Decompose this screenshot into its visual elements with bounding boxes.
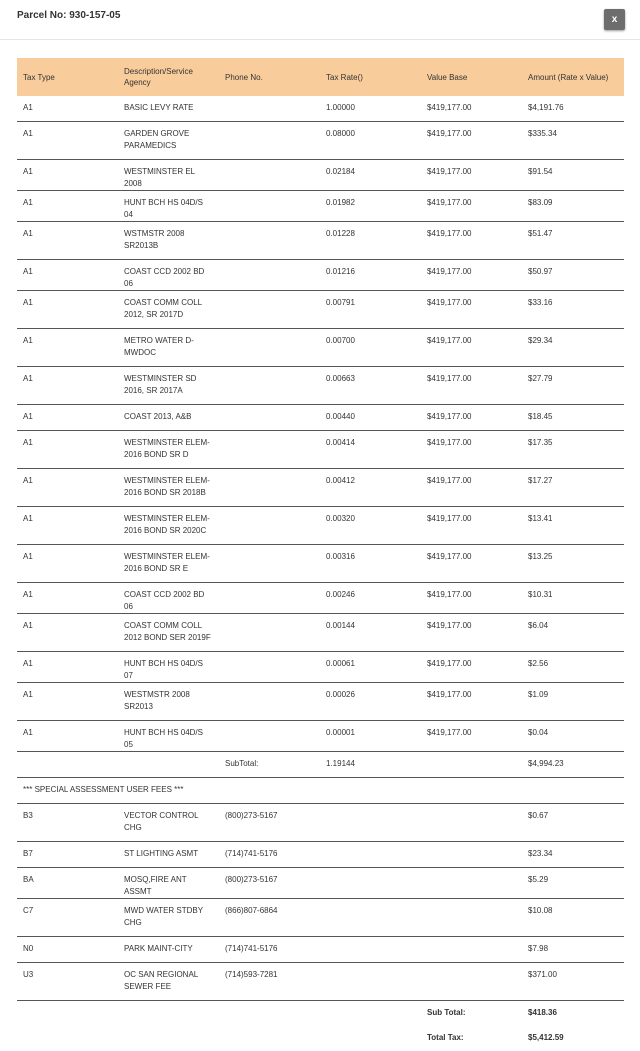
amount-cell: $51.47: [522, 222, 624, 260]
empty-cell: [421, 752, 522, 778]
amount-cell: $6.04: [522, 614, 624, 652]
tax-type-cell: A1: [17, 545, 118, 583]
table-row: [17, 937, 624, 963]
empty-cell: [118, 752, 219, 778]
tax-type-cell: A1: [17, 721, 118, 752]
amount-cell: $18.45: [522, 405, 624, 431]
tax-rate-cell: 0.01982: [320, 191, 421, 222]
description-cell: HUNT BCH HS 04D/S 07: [118, 652, 219, 683]
total-tax-row: [17, 1026, 624, 1051]
special-subtotal-label: Sub Total:: [427, 1008, 466, 1017]
special-assessment-header: *** SPECIAL ASSESSMENT USER FEES ***: [17, 778, 624, 804]
table-row: [17, 842, 624, 868]
table-row: [17, 963, 624, 1001]
value-base-cell: [421, 804, 522, 842]
description-cell: WESTMINSTER ELEM-2016 BOND SR E: [118, 545, 219, 583]
special-assessment-header-row: [17, 778, 624, 804]
header-tax-type: Tax Type: [17, 58, 118, 96]
tax-type-cell: A1: [17, 614, 118, 652]
table-row: [17, 431, 624, 469]
empty-cell: [320, 1026, 421, 1051]
tax-rate-cell: 0.00791: [320, 291, 421, 329]
table-header-row: [17, 58, 624, 96]
phone-cell: [219, 122, 320, 160]
value-base-cell: $419,177.00: [421, 652, 522, 683]
amount-cell: $335.34: [522, 122, 624, 160]
amount-cell: $27.79: [522, 367, 624, 405]
description-cell: OC SAN REGIONAL SEWER FEE: [118, 963, 219, 1001]
tax-type-cell: A1: [17, 222, 118, 260]
tax-rate-cell: 0.00700: [320, 329, 421, 367]
tax-rate-cell: [320, 804, 421, 842]
tax-table: [17, 58, 624, 1051]
value-base-cell: [421, 868, 522, 899]
amount-cell: $17.27: [522, 469, 624, 507]
subtotal-amount: $4,994.23: [522, 752, 624, 778]
tax-rate-cell: 0.00412: [320, 469, 421, 507]
empty-cell: [320, 1001, 421, 1027]
tax-rate-cell: 0.00061: [320, 652, 421, 683]
close-button[interactable]: x: [604, 9, 625, 30]
empty-cell: [17, 1026, 118, 1051]
tax-type-cell: A1: [17, 431, 118, 469]
empty-cell: [17, 752, 118, 778]
tax-type-cell: B7: [17, 842, 118, 868]
tax-rate-cell: [320, 963, 421, 1001]
table-row: [17, 405, 624, 431]
table-row: [17, 367, 624, 405]
phone-cell: [219, 405, 320, 431]
phone-cell: [219, 191, 320, 222]
value-base-cell: $419,177.00: [421, 583, 522, 614]
description-cell: METRO WATER D-MWDOC: [118, 329, 219, 367]
tax-type-cell: N0: [17, 937, 118, 963]
tax-type-cell: B3: [17, 804, 118, 842]
value-base-cell: $419,177.00: [421, 191, 522, 222]
tax-type-cell: A1: [17, 405, 118, 431]
amount-cell: $83.09: [522, 191, 624, 222]
tax-rate-cell: [320, 899, 421, 937]
amount-cell: $10.08: [522, 899, 624, 937]
description-cell: WESTMINSTER ELEM-2016 BOND SR D: [118, 431, 219, 469]
modal-title: Parcel No: 930-157-05: [17, 10, 121, 21]
value-base-cell: $419,177.00: [421, 683, 522, 721]
tax-rate-cell: 0.00320: [320, 507, 421, 545]
description-cell: HUNT BCH HS 04D/S 05: [118, 721, 219, 752]
phone-cell: (714)741-5176: [219, 842, 320, 868]
amount-cell: $23.34: [522, 842, 624, 868]
tax-rate-cell: 0.01216: [320, 260, 421, 291]
tax-type-cell: A1: [17, 367, 118, 405]
description-cell: WESTMINSTER EL 2008: [118, 160, 219, 191]
amount-cell: $371.00: [522, 963, 624, 1001]
phone-cell: [219, 329, 320, 367]
tax-type-cell: A1: [17, 160, 118, 191]
value-base-cell: $419,177.00: [421, 329, 522, 367]
tax-rate-cell: 0.08000: [320, 122, 421, 160]
description-cell: COAST COMM COLL 2012, SR 2017D: [118, 291, 219, 329]
table-row: [17, 683, 624, 721]
tax-type-cell: A1: [17, 683, 118, 721]
amount-cell: $29.34: [522, 329, 624, 367]
phone-cell: (800)273-5167: [219, 868, 320, 899]
value-base-cell: $419,177.00: [421, 122, 522, 160]
phone-cell: [219, 291, 320, 329]
phone-cell: [219, 469, 320, 507]
tax-type-cell: A1: [17, 652, 118, 683]
table-row: [17, 583, 624, 614]
total-tax-label: Total Tax:: [427, 1033, 464, 1042]
tax-rate-cell: 0.00440: [320, 405, 421, 431]
amount-cell: $10.31: [522, 583, 624, 614]
value-base-cell: $419,177.00: [421, 721, 522, 752]
tax-rate-cell: 0.00663: [320, 367, 421, 405]
tax-table-body: [17, 96, 624, 1051]
amount-cell: $0.67: [522, 804, 624, 842]
value-base-cell: [421, 937, 522, 963]
amount-cell: $5.29: [522, 868, 624, 899]
description-cell: COAST CCD 2002 BD 06: [118, 583, 219, 614]
table-row: [17, 469, 624, 507]
header-amount: Amount (Rate x Value): [522, 58, 624, 96]
phone-cell: [219, 96, 320, 122]
phone-cell: (714)741-5176: [219, 937, 320, 963]
table-row: [17, 329, 624, 367]
value-base-cell: $419,177.00: [421, 260, 522, 291]
tax-type-cell: A1: [17, 329, 118, 367]
tax-type-cell: A1: [17, 96, 118, 122]
description-cell: MWD WATER STDBY CHG: [118, 899, 219, 937]
tax-rate-cell: 0.00414: [320, 431, 421, 469]
value-base-cell: $419,177.00: [421, 469, 522, 507]
tax-rate-cell: 0.00144: [320, 614, 421, 652]
tax-type-cell: C7: [17, 899, 118, 937]
special-subtotal-row: [17, 1001, 624, 1027]
phone-cell: (866)807-6864: [219, 899, 320, 937]
subtotal-label: SubTotal:: [219, 752, 320, 778]
header-value-base: Value Base: [421, 58, 522, 96]
description-cell: WESTMINSTER SD 2016, SR 2017A: [118, 367, 219, 405]
value-base-cell: [421, 899, 522, 937]
subtotal-row: [17, 752, 624, 778]
phone-cell: (800)273-5167: [219, 804, 320, 842]
description-cell: WESTMINSTER ELEM-2016 BOND SR 2018B: [118, 469, 219, 507]
table-row: [17, 222, 624, 260]
table-row: [17, 804, 624, 842]
table-row: [17, 291, 624, 329]
value-base-cell: [421, 842, 522, 868]
amount-cell: $33.16: [522, 291, 624, 329]
amount-cell: $13.41: [522, 507, 624, 545]
tax-type-cell: A1: [17, 122, 118, 160]
description-cell: BASIC LEVY RATE: [118, 96, 219, 122]
tax-rate-cell: 0.02184: [320, 160, 421, 191]
phone-cell: [219, 683, 320, 721]
tax-rate-cell: [320, 868, 421, 899]
description-cell: VECTOR CONTROL CHG: [118, 804, 219, 842]
value-base-cell: $419,177.00: [421, 367, 522, 405]
empty-cell: [17, 1001, 118, 1027]
phone-cell: [219, 614, 320, 652]
phone-cell: [219, 507, 320, 545]
description-cell: WESTMSTR 2008 SR2013: [118, 683, 219, 721]
table-row: [17, 614, 624, 652]
amount-cell: $1.09: [522, 683, 624, 721]
description-cell: COAST COMM COLL 2012 BOND SER 2019F: [118, 614, 219, 652]
tax-type-cell: A1: [17, 291, 118, 329]
value-base-cell: $419,177.00: [421, 507, 522, 545]
header-description: Description/Service Agency: [118, 58, 219, 96]
empty-cell: [219, 1026, 320, 1051]
value-base-cell: $419,177.00: [421, 545, 522, 583]
tax-rate-cell: [320, 937, 421, 963]
tax-type-cell: A1: [17, 507, 118, 545]
tax-rate-cell: 0.00026: [320, 683, 421, 721]
phone-cell: [219, 583, 320, 614]
value-base-cell: [421, 963, 522, 1001]
value-base-cell: $419,177.00: [421, 405, 522, 431]
amount-cell: $0.04: [522, 721, 624, 752]
phone-cell: [219, 431, 320, 469]
subtotal-rate: 1.19144: [320, 752, 421, 778]
table-row: [17, 96, 624, 122]
amount-cell: $50.97: [522, 260, 624, 291]
table-row: [17, 122, 624, 160]
tax-type-cell: A1: [17, 260, 118, 291]
description-cell: GARDEN GROVE PARAMEDICS: [118, 122, 219, 160]
phone-cell: [219, 160, 320, 191]
description-cell: PARK MAINT-CITY: [118, 937, 219, 963]
description-cell: MOSQ,FIRE ANT ASSMT: [118, 868, 219, 899]
description-cell: COAST 2013, A&B: [118, 405, 219, 431]
table-row: [17, 721, 624, 752]
tax-rate-cell: 0.00001: [320, 721, 421, 752]
description-cell: HUNT BCH HS 04D/S 04: [118, 191, 219, 222]
header-phone: Phone No.: [219, 58, 320, 96]
special-subtotal-amount: $418.36: [528, 1008, 557, 1017]
phone-cell: [219, 222, 320, 260]
empty-cell: [118, 1001, 219, 1027]
phone-cell: [219, 260, 320, 291]
tax-type-cell: A1: [17, 469, 118, 507]
table-row: [17, 868, 624, 899]
tax-rate-cell: 1.00000: [320, 96, 421, 122]
tax-rate-cell: [320, 842, 421, 868]
tax-type-cell: A1: [17, 191, 118, 222]
description-cell: WESTMINSTER ELEM-2016 BOND SR 2020C: [118, 507, 219, 545]
value-base-cell: $419,177.00: [421, 160, 522, 191]
value-base-cell: $419,177.00: [421, 291, 522, 329]
phone-cell: [219, 721, 320, 752]
phone-cell: (714)593-7281: [219, 963, 320, 1001]
tax-type-cell: BA: [17, 868, 118, 899]
table-row: [17, 545, 624, 583]
amount-cell: $17.35: [522, 431, 624, 469]
description-cell: COAST CCD 2002 BD 06: [118, 260, 219, 291]
value-base-cell: $419,177.00: [421, 614, 522, 652]
amount-cell: $2.56: [522, 652, 624, 683]
table-row: [17, 652, 624, 683]
table-row: [17, 160, 624, 191]
tax-type-cell: U3: [17, 963, 118, 1001]
amount-cell: $7.98: [522, 937, 624, 963]
empty-cell: [118, 1026, 219, 1051]
table-row: [17, 260, 624, 291]
tax-rate-cell: 0.01228: [320, 222, 421, 260]
value-base-cell: $419,177.00: [421, 96, 522, 122]
value-base-cell: $419,177.00: [421, 222, 522, 260]
header-tax-rate: Tax Rate(): [320, 58, 421, 96]
empty-cell: [219, 1001, 320, 1027]
description-cell: ST LIGHTING ASMT: [118, 842, 219, 868]
amount-cell: $91.54: [522, 160, 624, 191]
tax-rate-cell: 0.00316: [320, 545, 421, 583]
amount-cell: $4,191.76: [522, 96, 624, 122]
amount-cell: $13.25: [522, 545, 624, 583]
table-row: [17, 899, 624, 937]
total-tax-amount: $5,412.59: [528, 1033, 564, 1042]
phone-cell: [219, 367, 320, 405]
table-row: [17, 191, 624, 222]
modal-header: [0, 0, 640, 40]
description-cell: WSTMSTR 2008 SR2013B: [118, 222, 219, 260]
value-base-cell: $419,177.00: [421, 431, 522, 469]
tax-type-cell: A1: [17, 583, 118, 614]
table-row: [17, 507, 624, 545]
phone-cell: [219, 545, 320, 583]
phone-cell: [219, 652, 320, 683]
tax-rate-cell: 0.00246: [320, 583, 421, 614]
